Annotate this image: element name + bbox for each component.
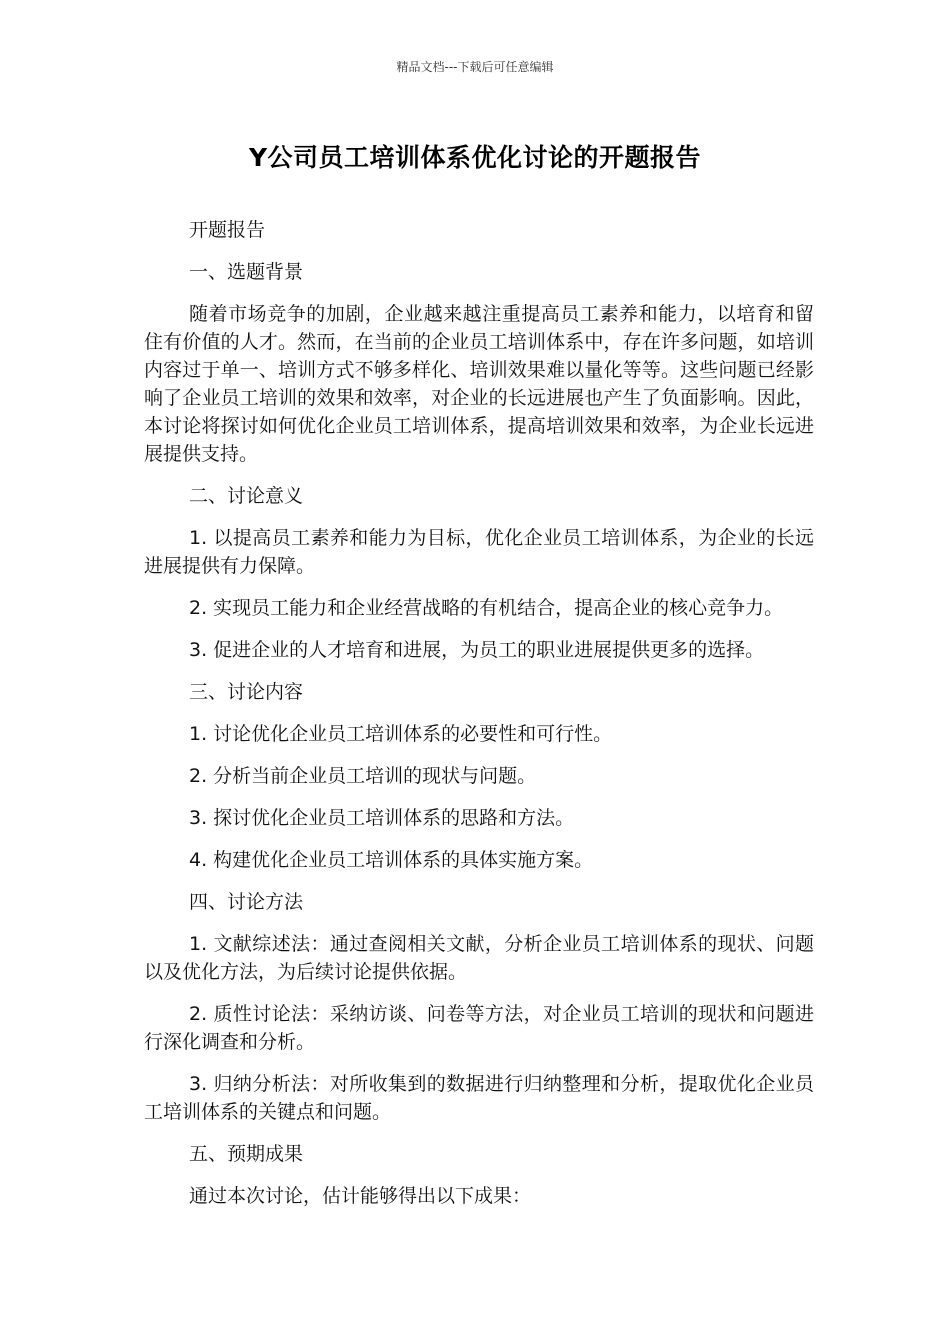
- method-item-1: 1. 文献综述法：通过查阅相关文献，分析企业员工培训体系的现状、问题以及优化方法，为后续讨论提供依据。: [144, 933, 814, 983]
- content-item-1: 1. 讨论优化企业员工培训体系的必要性和可行性。: [189, 723, 613, 745]
- method-item-3: 3. 归纳分析法：对所收集到的数据进行归纳整理和分析，提取优化企业员工培训体系的关键点和问题。: [144, 1073, 814, 1123]
- heading-methods: 四、讨论方法: [189, 891, 304, 913]
- paragraph-expected-results: 通过本次讨论，估计能够得出以下成果：: [189, 1185, 532, 1207]
- document-title: Y公司员工培训体系优化讨论的开题报告: [248, 143, 702, 172]
- paragraph-report-label: 开题报告: [189, 219, 266, 241]
- significance-item-2: 2. 实现员工能力和企业经营战略的有机结合，提高企业的核心竞争力。: [189, 597, 784, 619]
- significance-item-3: 3. 促进企业的人才培育和进展，为员工的职业进展提供更多的选择。: [189, 639, 765, 661]
- significance-item-1: 1. 以提高员工素养和能力为目标，优化企业员工培训体系，为企业的长远进展提供有力保障。: [144, 527, 814, 577]
- header-note: 精品文档---下载后可任意编辑: [396, 60, 554, 74]
- heading-significance: 二、讨论意义: [189, 485, 304, 507]
- paragraph-background: 随着市场竞争的加剧，企业越来越注重提高员工素养和能力，以培育和留住有价值的人才。然而，在当前的企业员工培训体系中，存在许多问题，如培训内容过于单一、培训方式不够多样化、培训效果难以量化等等。这些问题已经影响了企业员工培训的效果和效率，对企业的长远进展也产生了负面影响。因此，本讨论将探讨如何优化企业员工培训体系，提高培训效果和效率，为企业长远进展提供支持。: [144, 303, 814, 465]
- method-item-2: 2. 质性讨论法：采纳访谈、问卷等方法，对企业员工培训的现状和问题进行深化调查和分析。: [144, 1003, 814, 1053]
- content-item-3: 3. 探讨优化企业员工培训体系的思路和方法。: [189, 807, 575, 829]
- document-body: [144, 216, 814, 1224]
- heading-background: 一、选题背景: [189, 261, 304, 283]
- heading-expected-results: 五、预期成果: [189, 1143, 304, 1165]
- content-item-2: 2. 分析当前企业员工培训的现状与问题。: [189, 765, 537, 787]
- heading-content: 三、讨论内容: [189, 681, 304, 703]
- content-item-4: 4. 构建优化企业员工培训体系的具体实施方案。: [189, 849, 594, 871]
